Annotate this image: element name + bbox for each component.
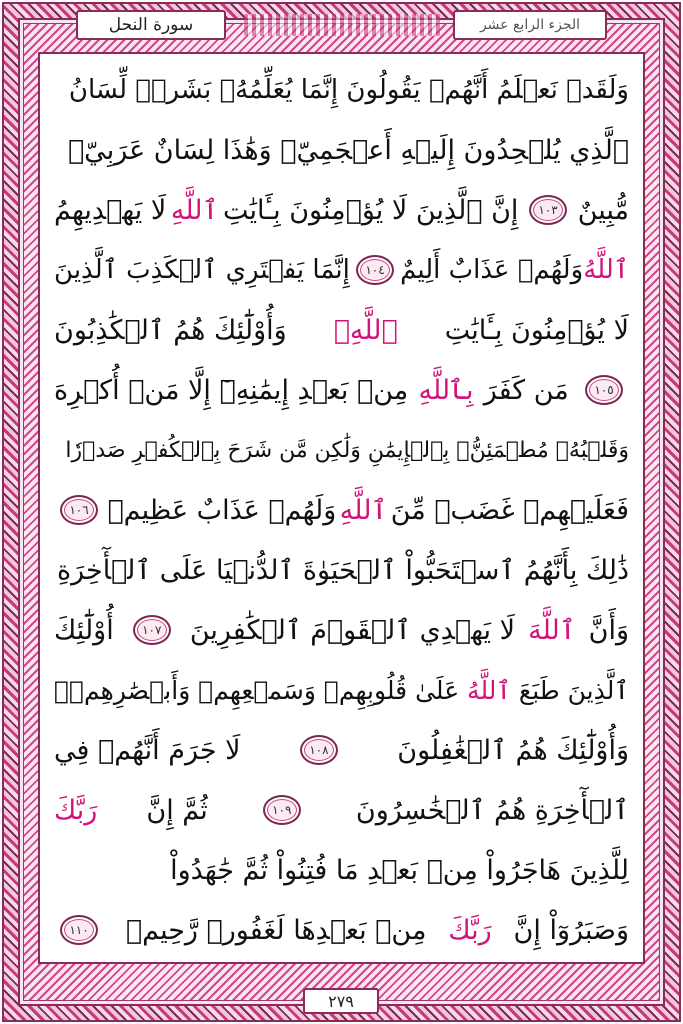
verse-text: ثُمَّ إِنَّ [146, 794, 208, 826]
verse-line [54, 662, 629, 718]
verse-text: فَعَلَيۡهِمۡ غَضَبٞ مِّنَ [390, 494, 629, 526]
header-ornament [244, 14, 440, 36]
divine-name-highlight: ٱللَّهِ [339, 494, 388, 526]
divine-name-highlight: ٱللَّهِۖ [333, 314, 398, 346]
verse-text: لَا يَهۡدِي ٱلۡقَوۡمَ ٱلۡكَٰفِرِينَ [189, 614, 516, 646]
ayah-end-marker: ١٠٦ [60, 495, 98, 525]
verse-line [54, 842, 629, 898]
ayah-end-marker: ١٠٧ [133, 615, 171, 645]
verse-text: مَن كَفَرَ [483, 374, 569, 406]
verse-text: مُّبِينٌ [577, 194, 629, 226]
verse-line [54, 782, 629, 838]
verse-text: لَا يَهۡدِيهِمُ [54, 194, 167, 226]
verse-text: أُوْلَٰٓئِكَ [54, 614, 114, 646]
verse-text: وَأَنَّ [588, 614, 629, 646]
verse-text: وَصَبَرُوٓاْ إِنَّ [513, 914, 629, 946]
verse-text: لَا يُؤۡمِنُونَ بِـَٔايَٰتِ [444, 314, 629, 346]
verse-text: ذَٰلِكَ بِأَنَّهُمُ ٱسۡتَحَبُّواْ ٱلۡحَيَوٰةَ ٱلدُّنۡيَا عَلَى ٱلۡأٓخِرَةِ [57, 554, 629, 586]
verse-text: وَأُوْلَٰٓئِكَ هُمُ ٱلۡكَٰذِبُونَ [54, 314, 287, 346]
ayah-end-marker: ١٠٨ [300, 735, 338, 765]
verse-line [54, 902, 629, 958]
juz-label: الجزء الرابع عشر [453, 10, 607, 40]
verse-line [54, 482, 629, 538]
surah-name-label: سورة النحل [76, 10, 226, 40]
verse-text: ٱلَّذِينَ طَبَعَ [518, 675, 629, 705]
verse-lines [40, 54, 643, 962]
verse-line [54, 422, 629, 478]
verse-line [54, 722, 629, 778]
verse-line [54, 242, 629, 298]
divine-name-highlight: ٱللَّهَ [528, 614, 576, 646]
verse-text: وَلَقَدۡ نَعۡلَمُ أَنَّهُمۡ يَقُولُونَ إِنَّمَا يُعَلِّمُهُۥ بَشَرٞۗ لِّسَانُ [68, 75, 629, 105]
verse-text: إِنَّمَا يَفۡتَرِي ٱلۡكَذِبَ ٱلَّذِينَ [54, 255, 350, 285]
verse-line [54, 542, 629, 598]
page-number: ٢٧٩ [303, 988, 379, 1014]
verse-line [54, 602, 629, 658]
verse-text: لِلَّذِينَ هَاجَرُواْ مِنۢ بَعۡدِ مَا فُتِنُواْ ثُمَّ جَٰهَدُواْ [170, 854, 629, 886]
verse-text: وَلَهُمۡ عَذَابٌ عَظِيمٞ [107, 494, 337, 526]
verse-text: ٱلَّذِي يُلۡحِدُونَ إِلَيۡهِ أَعۡجَمِيّٞ وَهَٰذَا لِسَانٌ عَرَبِيّٞ [67, 134, 629, 166]
divine-name-highlight: ٱللَّهُ [583, 255, 629, 285]
divine-name-highlight: رَبَّكَ [448, 914, 492, 946]
ayah-end-marker: ١٠٤ [356, 255, 394, 285]
verse-text: مِنۢ بَعۡدِ إِيمَٰنِهِۦٓ إِلَّا مَنۡ أُكۡرِهَ [54, 374, 409, 406]
verse-line [54, 182, 629, 238]
verse-line [54, 122, 629, 178]
divine-name-highlight: ٱللَّهِ [170, 194, 219, 226]
verse-text: لَا جَرَمَ أَنَّهُمۡ فِي [54, 734, 241, 766]
divine-name-highlight: رَبَّكَ [54, 794, 98, 826]
verse-line [54, 62, 629, 118]
ayah-end-marker: ١٠٩ [263, 795, 301, 825]
verse-line [54, 302, 629, 358]
text-area [38, 52, 645, 964]
verse-text: مِنۢ بَعۡدِهَا لَغَفُورٞ رَّحِيمٞ [125, 914, 427, 946]
divine-name-highlight: ٱللَّهُ [467, 675, 511, 705]
verse-text: وَقَلۡبُهُۥ مُطۡمَئِنُّۢ بِٱلۡإِيمَٰنِ وَلَٰكِن مَّن شَرَحَ بِٱلۡكُفۡرِ صَدۡرٗا [65, 437, 629, 463]
ayah-end-marker: ١٠٥ [585, 375, 623, 405]
divine-name-highlight: بِٱللَّهِ [418, 374, 474, 406]
verse-text: إِنَّ ٱلَّذِينَ لَا يُؤۡمِنُونَ بِـَٔايَٰتِ [222, 194, 519, 226]
ayah-end-marker: ١١٠ [60, 915, 98, 945]
verse-line [54, 362, 629, 418]
verse-text: عَلَىٰ قُلُوبِهِمۡ وَسَمۡعِهِمۡ وَأَبۡصَٰرِهِمۡۖ [54, 675, 460, 705]
verse-text: وَأُوْلَٰٓئِكَ هُمُ ٱلۡغَٰفِلُونَ [397, 734, 629, 766]
verse-text: وَلَهُمۡ عَذَابٌ أَلِيمٌ [400, 255, 584, 285]
ayah-end-marker: ١٠٣ [529, 195, 567, 225]
verse-text: ٱلۡأٓخِرَةِ هُمُ ٱلۡخَٰسِرُونَ [355, 794, 629, 826]
